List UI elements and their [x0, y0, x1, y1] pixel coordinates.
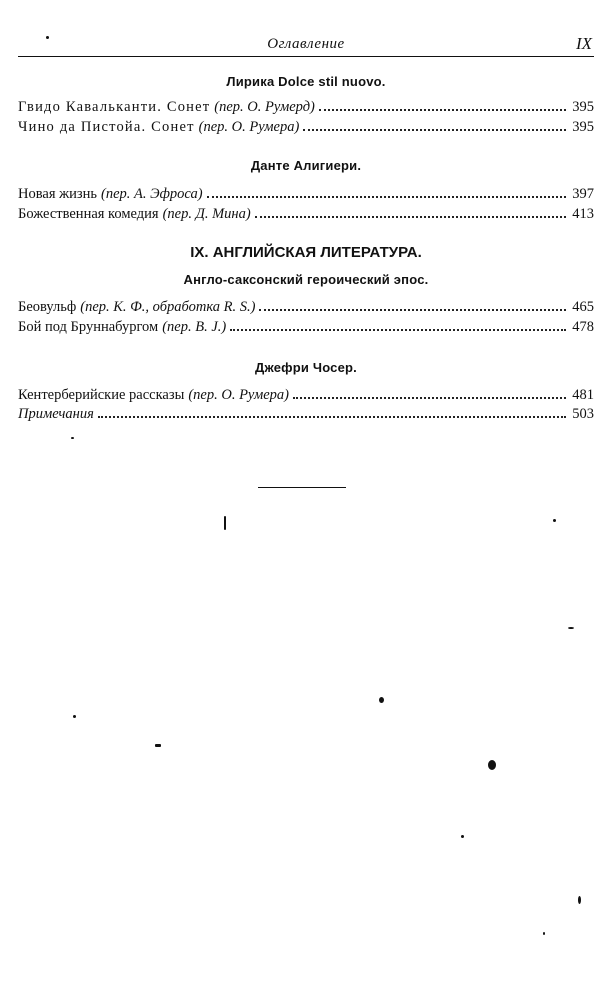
end-rule: [258, 487, 346, 488]
entry-translator: (пер. О. Румера): [198, 119, 300, 135]
scan-speck: [578, 896, 581, 904]
scan-speck: [46, 36, 49, 39]
section-heading: Лирика Dolce stil nuovo.: [226, 74, 386, 89]
entry-translator: (пер. О. Румерд): [214, 99, 315, 115]
header-title: Оглавление: [267, 36, 345, 52]
dot-leader: [319, 98, 566, 111]
entry-page: 395: [572, 99, 594, 115]
entry-title: Чино да Пистойа. Сонет: [18, 119, 195, 135]
entry-page: 413: [572, 206, 594, 222]
scan-speck: [71, 437, 74, 439]
toc-entry[interactable]: [18, 98, 594, 116]
entry-title: Новая жизнь: [18, 186, 97, 202]
scan-speck: [488, 760, 496, 770]
section-heading: Данте Алигиери.: [250, 158, 362, 173]
header-page-number: IX: [575, 34, 592, 53]
entry-title: Божественная комедия: [18, 206, 159, 222]
scan-speck: [73, 715, 76, 718]
toc-entry[interactable]: [18, 185, 594, 203]
entry-title: Бой под Бруннабургом: [18, 319, 159, 335]
dot-leader: [230, 318, 566, 331]
toc-entry[interactable]: [18, 318, 594, 336]
scan-speck: [379, 697, 384, 703]
dot-leader: [259, 298, 566, 311]
toc-entry[interactable]: [18, 298, 594, 316]
entry-title: Примечания: [18, 406, 94, 422]
scan-speck: [568, 627, 574, 629]
dot-leader: [303, 118, 566, 131]
entry-page: 465: [572, 299, 594, 315]
dot-leader: [98, 405, 566, 418]
dot-leader: [293, 386, 566, 399]
entry-translator: (пер. А. Эфроса): [101, 186, 203, 202]
entry-page: 503: [572, 406, 594, 422]
entry-page: 395: [572, 119, 594, 135]
page-header: [18, 34, 594, 57]
entry-translator: (пер. В. J.): [162, 319, 227, 335]
scan-speck: [155, 744, 161, 747]
entry-page: 478: [572, 319, 594, 335]
toc-entry[interactable]: [18, 405, 594, 423]
scan-speck: [224, 516, 226, 530]
toc-entry[interactable]: [18, 386, 594, 404]
toc-entry[interactable]: [18, 205, 594, 223]
entry-page: 397: [572, 186, 594, 202]
scan-speck: [553, 519, 556, 522]
section-heading: Англо-саксонский героический эпос.: [183, 272, 429, 287]
section-heading: Джефри Чосер.: [255, 360, 357, 375]
scan-speck: [543, 932, 545, 935]
scan-speck: [461, 835, 464, 838]
entry-title: Беовульф: [18, 299, 77, 315]
part-heading: IX. АНГЛИЙСКАЯ ЛИТЕРАТУРА.: [190, 244, 422, 261]
entry-title: Гвидо Кавальканти. Сонет: [18, 99, 211, 115]
entry-translator: (пер. О. Румера): [188, 387, 290, 403]
entry-translator: (пер. К. Ф., обработка R. S.): [80, 299, 256, 315]
dot-leader: [255, 205, 566, 218]
toc-entry[interactable]: [18, 118, 594, 136]
entry-page: 481: [572, 387, 594, 403]
dot-leader: [207, 185, 566, 198]
entry-translator: (пер. Д. Мина): [162, 206, 251, 222]
entry-title: Кентерберийские рассказы: [18, 387, 185, 403]
